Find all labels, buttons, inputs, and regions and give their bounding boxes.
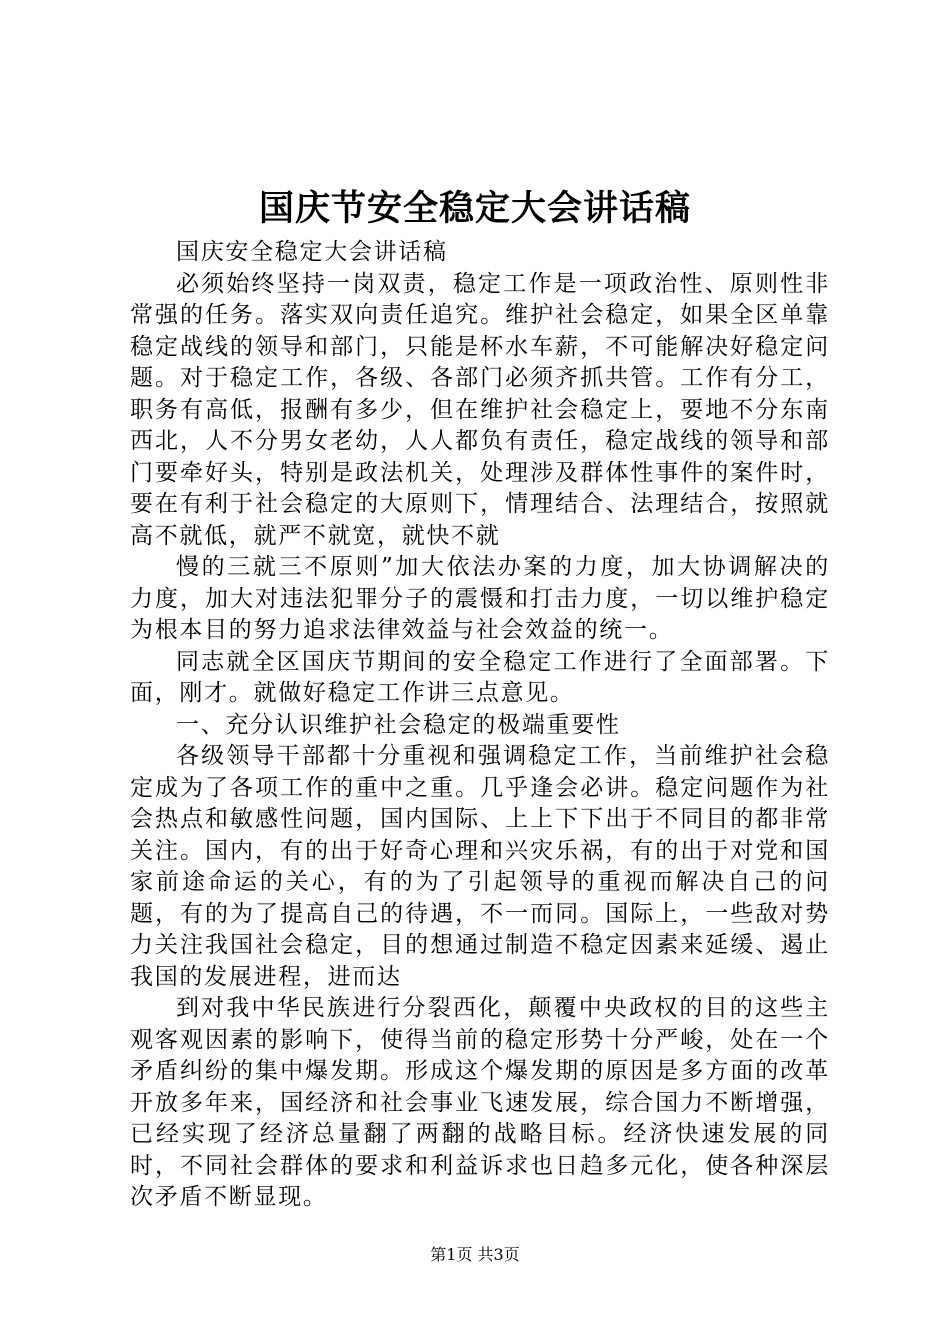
page-number-footer: 第1页 共3页	[430, 1245, 520, 1264]
paragraph-subtitle: 国庆安全稳定大会讲话稿	[176, 239, 448, 265]
document-body	[130, 237, 830, 1214]
paragraph: 到对我中华民族进行分裂西化，颠覆中央政权的目的这些主观客观因素的影响下，使得当前的稳定形势十分严峻，处在一个矛盾纠纷的集中爆发期。形成这个爆发期的原因是多方面的改革开放多年来，国经济和社会事业飞速发展，综合国力不断增强，已经实现了经济总量翻了两翻的战略目标。经济快速发展的同时，不同社会群体的要求和利益诉求也日趋多元化，使各种深层次矛盾不断显现。	[130, 995, 830, 1210]
section-heading: 一、充分认识维护社会稳定的极端重要性	[176, 711, 621, 738]
paragraph: 慢的三就三不原则”加大依法办案的力度，加大协调解决的力度，加大对违法犯罪分子的震慑和打击力度，一切以维护稳定为根本目的努力追求法律效益与社会效益的统一。	[130, 554, 830, 643]
document-title: 国庆节安全稳定大会讲话稿	[258, 188, 691, 229]
paragraph: 同志就全区国庆节期间的安全稳定工作进行了全面部署。下面，刚才。就做好稳定工作讲三点意见。	[130, 648, 830, 706]
paragraph: 各级领导干部都十分重视和强调稳定工作，当前维护社会稳定成为了各项工作的重中之重。几乎逢会必讲。稳定问题作为社会热点和敏感性问题，国内国际、上上下下出于不同目的都非常关注。国内，有的出于好奇心理和兴灾乐祸，有的出于对党和国家前途命运的关心，有的为了引起领导的重视而解决自己的问题，有的为了提高自己的待遇，不一而同。国际上，一些敌对势力关注我国社会稳定，目的想通过制造不稳定因素来延缓、遏止我国的发展进程，进而达	[130, 743, 830, 990]
paragraph: 必须始终坚持一岗双责，稳定工作是一项政治性、原则性非常强的任务。落实双向责任追究。维护社会稳定，如果全区单靠稳定战线的领导和部门，只能是杯水车薪，不可能解决好稳定问题。对于稳定工作，各级、各部门必须齐抓共管。工作有分工，职务有高低，报酬有多少，但在维护社会稳定上，要地不分东南西北，人不分男女老幼，人人都负有责任，稳定战线的领导和部门要牵好头，特别是政法机关，处理涉及群体性事件的案件时，要在有利于社会稳定的大原则下，情理结合、法理结合，按照就高不就低，就严不就宽，就快不就	[130, 270, 830, 549]
